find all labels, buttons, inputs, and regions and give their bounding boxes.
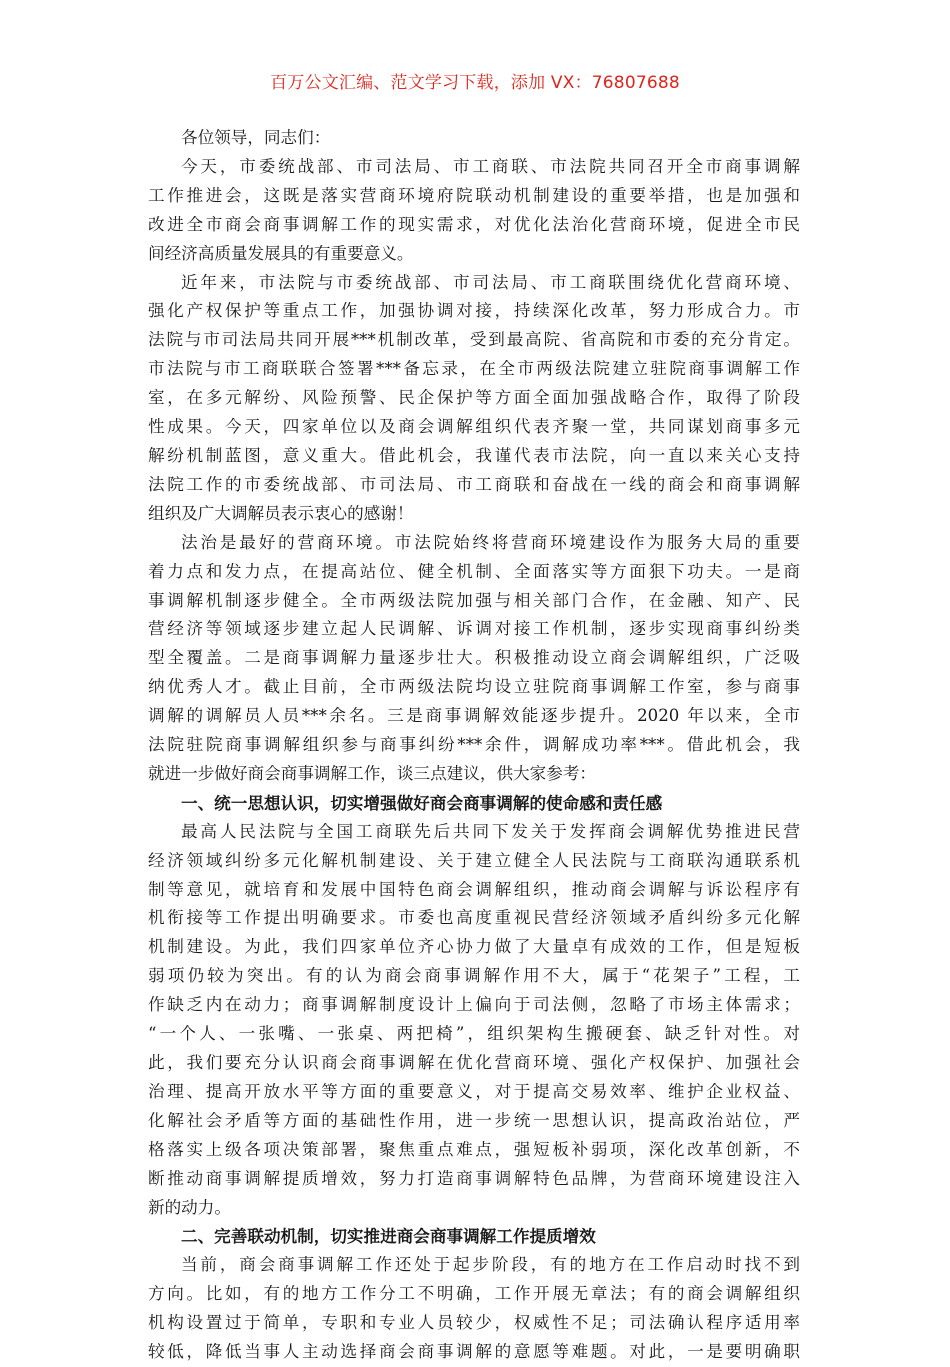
text-line: 化解社会矛盾等方面的基础性作用，进一步统一思想认识，提高政治站位，严	[148, 1110, 800, 1130]
text-line: 法治是最好的营商环境。市法院始终将营商环境建设作为服务大局的重要	[181, 532, 800, 552]
text-line: 营经济等领域逐步建立起人民调解、诉调对接工作机制，逐步实现商事纠纷类	[148, 619, 800, 639]
text-line: 就进一步做好商会商事调解工作，谈三点建议，供大家参考：	[148, 763, 597, 783]
text-line: 法院工作的市委统战部、市司法局、市工商联和奋战在一线的商会和商事调解	[148, 474, 800, 494]
text-line: 法院与市司法局共同开展***机制改革，受到最高院、省高院和市委的充分肯定。	[148, 330, 800, 350]
header-banner: 百万公文汇编、范文学习下载，添加 VX：76807688	[270, 73, 680, 93]
text-line: 断推动商事调解提质增效，努力打造商事调解特色品牌，为营商环境建设注入	[148, 1168, 800, 1188]
text-line: 解纷机制蓝图，意义重大。借此机会，我谨代表市法院，向一直以来关心支持	[148, 445, 800, 465]
text-line: 各位领导，同志们：	[181, 128, 331, 147]
text-line: 改进全市商会商事调解工作的现实需求，对优化法治化营商环境，促进全市民	[148, 214, 800, 234]
text-line: 间经济高质量发展具的有重要意义。	[148, 243, 414, 263]
text-line: 法院驻院商事调解组织参与商事纠纷***余件，调解成功率***。借此机会，我	[148, 735, 800, 755]
text-line: 此，我们要充分认识商会商事调解在优化营商环境、强化产权保护、加强社会	[148, 1053, 800, 1072]
text-line: 当前，商会商事调解工作还处于起步阶段，有的地方在工作启动时找不到	[181, 1255, 800, 1275]
text-line: 事调解机制逐步健全。全市两级法院加强与相关部门合作，在金融、知产、民	[148, 590, 800, 610]
text-line: 市法院与市工商联联合签署***备忘录，在全市两级法院建立驻院商事调解工作	[148, 359, 800, 379]
text-line: 制等意见，就培育和发展中国特色商会调解组织，推动商会调解与诉讼程序有	[148, 879, 800, 899]
text-line: 弱项仍较为突出。有的认为商会商事调解作用不大，属于“花架子”工程，工	[148, 966, 800, 986]
text-line: 较低，降低当事人主动选择商会商事调解的意愿等难题。对此，一是要明确职	[148, 1342, 800, 1362]
text-line: 方向。比如，有的地方工作分工不明确，工作开展无章法；有的商会调解组织	[148, 1284, 800, 1304]
text-line: 性成果。今天，四家单位以及商会调解组织代表齐聚一堂，共同谋划商事多元	[148, 417, 800, 437]
section-heading: 二、完善联动机制，切实推进商会商事调解工作提质增效	[181, 1226, 596, 1247]
text-line: 室，在多元解纷、风险预警、民企保护等方面全面加强战略合作，取得了阶段	[148, 388, 800, 408]
text-line: 今天，市委统战部、市司法局、市工商联、市法院共同召开全市商事调解	[181, 156, 800, 176]
text-line: 机制建设。为此，我们四家单位齐心协力做了大量卓有成效的工作，但是短板	[148, 937, 800, 957]
text-line: 强化产权保护等重点工作，加强协调对接，持续深化改革，努力形成合力。市	[148, 301, 800, 321]
text-line: 作缺乏内在动力；商事调解制度设计上偏向于司法侧，忽略了市场主体需求；	[148, 995, 800, 1015]
text-line: “一个人、一张嘴、一张桌、两把椅”，组织架构生搬硬套、缺乏针对性。对	[148, 1024, 800, 1044]
text-line: 调解的调解员人员***余名。三是商事调解效能逐步提升。2020 年以来，全市	[148, 706, 800, 726]
text-line: 经济领域纠纷多元化解机制建设、关于建立健全人民法院与工商联沟通联系机	[148, 850, 800, 870]
text-line: 机衔接等工作提出明确要求。市委也高度重视民营经济领域矛盾纠纷多元化解	[148, 908, 800, 928]
section-heading: 一、统一思想认识，切实增强做好商会商事调解的使命感和责任感	[181, 792, 663, 813]
text-line: 着力点和发力点，在提高站位、健全机制、全面落实等方面狠下功夫。一是商	[148, 561, 800, 581]
text-line: 型全覆盖。二是商事调解力量逐步壮大。积极推动设立商会调解组织，广泛吸	[148, 648, 800, 668]
text-line: 近年来，市法院与市委统战部、市司法局、市工商联围绕优化营商环境、	[181, 272, 800, 292]
text-line: 格落实上级各项决策部署，聚焦重点难点，强短板补弱项，深化改革创新，不	[148, 1139, 800, 1159]
text-line: 工作推进会，这既是落实营商环境府院联动机制建设的重要举措，也是加强和	[148, 185, 800, 205]
text-line: 最高人民法院与全国工商联先后共同下发关于发挥商会调解优势推进民营	[181, 821, 800, 841]
text-line: 组织及广大调解员表示衷心的感谢！	[148, 503, 414, 523]
text-line: 机构设置过于简单，专职和专业人员较少，权威性不足；司法确认程序适用率	[148, 1313, 800, 1333]
document-body	[148, 124, 800, 1367]
text-line: 新的动力。	[148, 1197, 231, 1217]
text-line: 治理、提高开放水平等方面的重要意义，对于提高交易效率、维护企业权益、	[148, 1081, 800, 1101]
text-line: 纳优秀人才。截止目前，全市两级法院均设立驻院商事调解工作室，参与商事	[148, 677, 800, 697]
